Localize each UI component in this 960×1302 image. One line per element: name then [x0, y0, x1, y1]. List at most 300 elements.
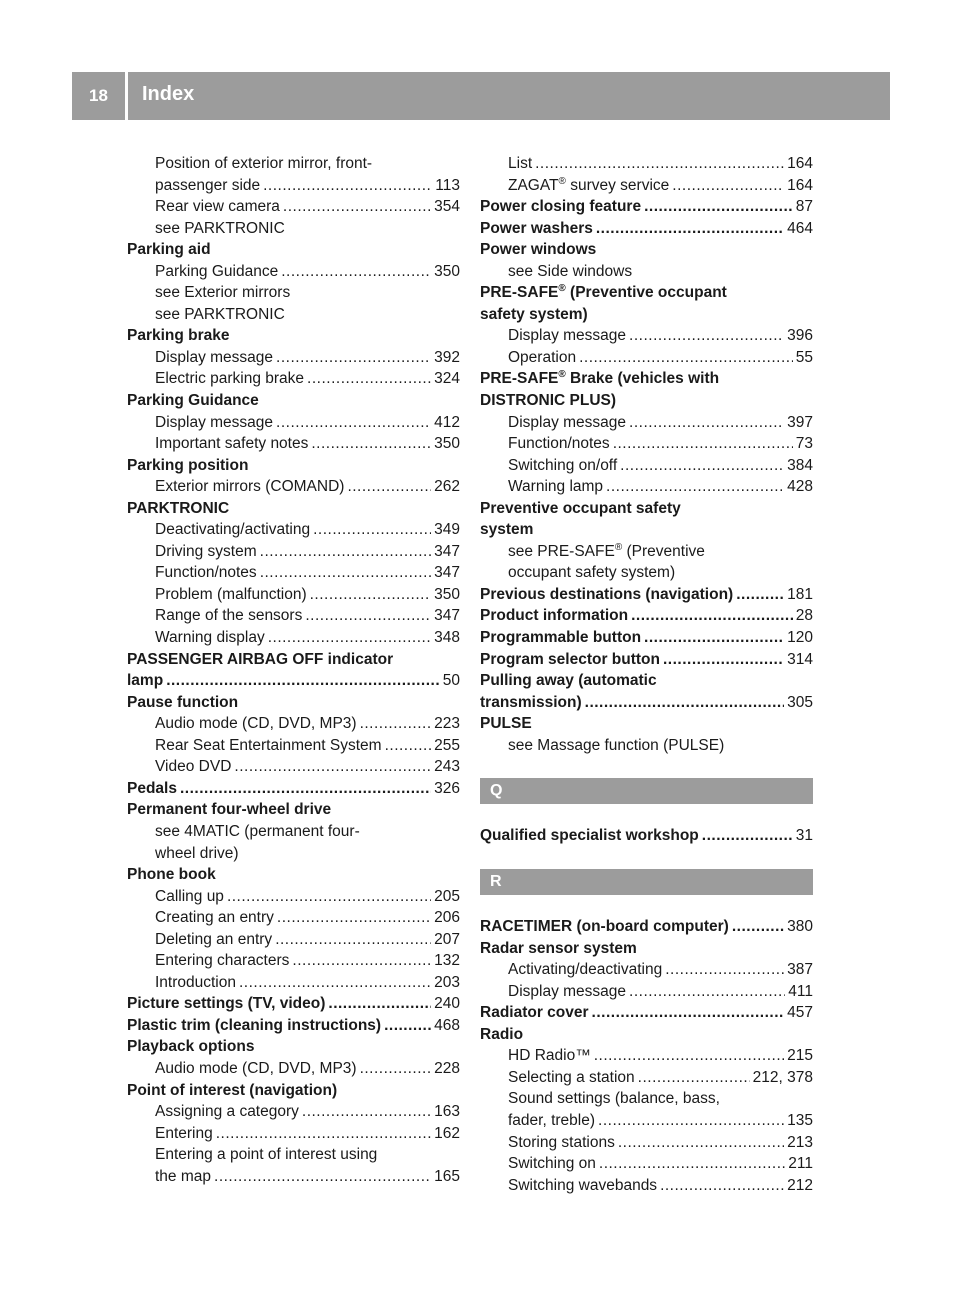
index-entry [127, 1058, 460, 1080]
entry-term [508, 981, 626, 1003]
dot-leader [311, 433, 431, 455]
entry-term [155, 196, 280, 218]
entry-term-text: Deactivating/activating [155, 521, 311, 539]
entry-term-text: transmission) [480, 693, 582, 711]
index-entry [127, 368, 460, 390]
entry-term-text: Switching wavebands [508, 1176, 658, 1194]
registered-mark: ® [558, 283, 566, 295]
entry-term-text: Display message [508, 327, 627, 345]
entry-term-text: Brake (vehicles with [565, 370, 720, 388]
dot-leader [302, 1101, 431, 1123]
entry-term [155, 562, 257, 584]
entry-term-text: Deleting an entry [155, 930, 273, 948]
entry-page: 73 [795, 435, 813, 453]
index-entry [127, 584, 460, 606]
entry-page: 240 [434, 995, 460, 1013]
entry-term-text: Program selector button [480, 650, 660, 668]
index-entry [480, 519, 813, 541]
dot-leader [268, 627, 431, 649]
entry-term [155, 261, 278, 283]
index-entry [127, 153, 460, 175]
entry-term [508, 412, 626, 434]
entry-page: 347 [434, 542, 460, 560]
dot-leader [535, 153, 784, 175]
dot-leader [313, 519, 431, 541]
entry-term [508, 455, 617, 477]
entry-page: 464 [787, 219, 813, 237]
dot-leader [638, 1067, 750, 1089]
dot-leader [328, 993, 431, 1015]
spacer [480, 804, 813, 826]
index-entry [480, 916, 813, 938]
index-entry [127, 1080, 460, 1102]
entry-term [508, 1088, 720, 1110]
entry-page: 55 [795, 348, 813, 366]
entry-page: 347 [434, 564, 460, 582]
index-entry [127, 649, 460, 671]
entry-term [508, 1132, 615, 1154]
index-entry [480, 938, 813, 960]
index-entry [127, 1036, 460, 1058]
entry-term [155, 756, 231, 778]
index-entry [127, 412, 460, 434]
entry-term [480, 670, 657, 692]
entry-page: 212 [787, 1176, 813, 1194]
page-title: Index [142, 83, 195, 105]
entry-term-text: Permanent four-wheel drive [127, 801, 332, 819]
entry-term [127, 670, 163, 692]
entry-term-text: PASSENGER AIRBAG OFF indicator [127, 650, 394, 668]
dot-leader [275, 929, 431, 951]
entry-term-text: Product information [480, 607, 629, 625]
entry-term [155, 972, 236, 994]
index-entry [480, 1132, 813, 1154]
dot-leader [702, 825, 793, 847]
entry-term-text: Parking Guidance [127, 392, 259, 410]
entry-page: 305 [787, 693, 813, 711]
entry-term-text: Warning lamp [508, 478, 604, 496]
entry-term [508, 1175, 657, 1197]
entry-term-text: Display message [155, 413, 274, 431]
entry-term-text: Pulling away (automatic [480, 672, 657, 690]
entry-term [480, 938, 637, 960]
entry-page: 468 [434, 1016, 460, 1034]
entry-page: 348 [434, 629, 460, 647]
entry-term [155, 713, 357, 735]
entry-page: 28 [795, 607, 813, 625]
entry-term [155, 1166, 211, 1188]
entry-term [155, 519, 310, 541]
dot-leader [166, 670, 440, 692]
index-entry [127, 519, 460, 541]
entry-term-text: (Preventive occupant [565, 284, 727, 302]
index-entry [480, 261, 813, 283]
index-entry [127, 735, 460, 757]
entry-term [480, 498, 681, 520]
dot-leader [234, 756, 431, 778]
entry-term [155, 412, 273, 434]
entry-page: 113 [435, 176, 460, 194]
index-entry [127, 347, 460, 369]
index-entry [480, 605, 813, 627]
index-entry [127, 886, 460, 908]
entry-term [127, 239, 211, 261]
index-entry [127, 1015, 460, 1037]
entry-page: 350 [434, 585, 460, 603]
entry-page: 412 [434, 413, 460, 431]
entry-term-text: Calling up [155, 887, 224, 905]
entry-term-text: Audio mode (CD, DVD, MP3) [155, 715, 357, 733]
entry-term [155, 347, 273, 369]
entry-term [127, 993, 325, 1015]
dot-leader [276, 412, 431, 434]
entry-term [480, 282, 727, 304]
entry-term-text: safety system) [480, 305, 588, 323]
entry-term [508, 175, 669, 197]
entry-term [480, 368, 719, 390]
entry-term-text: Preventive occupant safety [480, 499, 681, 517]
dot-leader [292, 950, 431, 972]
entry-term-text: Playback options [127, 1038, 255, 1056]
dot-leader [660, 1175, 784, 1197]
index-entry [480, 476, 813, 498]
entry-term-text: Warning display [155, 629, 265, 647]
entry-page: 350 [434, 435, 460, 453]
index-entry [480, 670, 813, 692]
entry-term-text: Radio [480, 1025, 524, 1043]
index-entry [127, 1123, 460, 1145]
index-entry [127, 972, 460, 994]
dot-leader [305, 605, 431, 627]
entry-page: 212, 378 [752, 1068, 813, 1086]
entry-term-text: Creating an entry [155, 909, 274, 927]
entry-page: 228 [434, 1059, 460, 1077]
dot-leader [384, 1015, 431, 1037]
entry-term-text: HD Radio™ [508, 1047, 591, 1065]
dot-leader [606, 476, 784, 498]
index-entry [127, 1144, 460, 1166]
entry-page: 387 [787, 961, 813, 979]
entry-page: 31 [795, 827, 813, 845]
registered-mark: ® [558, 175, 566, 187]
entry-term [508, 261, 632, 283]
index-entry [127, 390, 460, 412]
dot-leader [260, 541, 431, 563]
index-entry [127, 476, 460, 498]
index-entry [127, 950, 460, 972]
entry-term [508, 562, 675, 584]
entry-term [155, 368, 304, 390]
dot-leader [260, 562, 431, 584]
entry-term [480, 825, 699, 847]
index-entry [127, 1101, 460, 1123]
index-entry [480, 153, 813, 175]
dot-leader [310, 584, 432, 606]
entry-term [480, 627, 641, 649]
dot-leader [585, 692, 784, 714]
entry-term [480, 649, 660, 671]
index-entry [127, 239, 460, 261]
entry-page: 50 [442, 672, 460, 690]
entry-term-text: Electric parking brake [155, 370, 305, 388]
entry-page: 350 [434, 262, 460, 280]
entry-term-text: Programmable button [480, 629, 642, 647]
index-entry [127, 627, 460, 649]
entry-term [127, 649, 393, 671]
entry-term-text: Rear view camera [155, 198, 280, 216]
entry-term [155, 843, 239, 865]
entry-page: 324 [434, 370, 460, 388]
index-entry [127, 907, 460, 929]
entry-page: 428 [787, 478, 813, 496]
entry-term-text: see PARKTRONIC [155, 305, 285, 323]
entry-term-text: passenger side [155, 176, 261, 194]
entry-term-text: Introduction [155, 973, 236, 991]
entry-term-text: Video DVD [155, 758, 232, 776]
entry-term-text: Assigning a category [155, 1103, 299, 1121]
entry-term [155, 907, 274, 929]
index-entry [480, 1088, 813, 1110]
entry-term-text: Activating/deactivating [508, 961, 663, 979]
entry-term-text: wheel drive) [155, 844, 239, 862]
section-letter: R [480, 869, 813, 895]
dot-leader [629, 981, 785, 1003]
index-entry [480, 981, 813, 1003]
dot-leader [277, 907, 431, 929]
entry-term-text: Function/notes [155, 564, 257, 582]
entry-page: 384 [787, 456, 813, 474]
index-entry [480, 627, 813, 649]
entry-term [155, 1101, 299, 1123]
entry-term-text: Parking brake [127, 327, 230, 345]
entry-page: 163 [434, 1103, 460, 1121]
dot-leader [596, 218, 784, 240]
entry-term-text: (Preventive [622, 542, 705, 560]
index-entry [127, 498, 460, 520]
entry-term-text: PARKTRONIC [127, 499, 230, 517]
entry-page: 243 [434, 758, 460, 776]
index-column-left [127, 153, 460, 1187]
entry-page: 380 [787, 918, 813, 936]
entry-term [508, 541, 705, 563]
index-entry [480, 1110, 813, 1132]
entry-term [155, 175, 260, 197]
index-entry [480, 1045, 813, 1067]
entry-term [127, 1080, 337, 1102]
index-entry [127, 261, 460, 283]
entry-page: 411 [788, 982, 813, 1000]
entry-term-text: Driving system [155, 542, 257, 560]
entry-term-text: Rear Seat Entertainment System [155, 736, 382, 754]
index-entry [127, 282, 460, 304]
entry-term-text: ZAGAT [508, 176, 559, 194]
entry-term [480, 692, 582, 714]
entry-page: 354 [434, 198, 460, 216]
index-entry [127, 562, 460, 584]
entry-term [127, 1036, 254, 1058]
entry-term-text: PULSE [480, 715, 532, 733]
entry-page: 135 [787, 1111, 813, 1129]
entry-term-text: Entering a point of interest using [155, 1146, 378, 1164]
entry-term [480, 218, 593, 240]
entry-term [155, 153, 372, 175]
entry-page: 207 [434, 930, 460, 948]
entry-term [480, 1024, 523, 1046]
entry-page: 392 [434, 348, 460, 366]
entry-term-text: Previous destinations (navigation) [480, 585, 734, 603]
index-entry [480, 959, 813, 981]
index-entry [127, 843, 460, 865]
entry-term [155, 218, 285, 240]
entry-term [155, 282, 290, 304]
entry-term-text: fader, treble) [508, 1111, 596, 1129]
entry-page: 132 [434, 952, 460, 970]
entry-term [127, 498, 229, 520]
spacer [480, 847, 813, 869]
entry-page: 349 [434, 521, 460, 539]
entry-term-text: Power washers [480, 219, 593, 237]
entry-term-text: Pause function [127, 693, 239, 711]
entry-term-text: Important safety notes [155, 435, 309, 453]
dot-leader [592, 1002, 785, 1024]
entry-term [508, 1045, 591, 1067]
entry-term-text: see Exterior mirrors [155, 284, 291, 302]
entry-page: 164 [787, 155, 813, 172]
entry-page: 397 [787, 413, 813, 431]
index-entry [480, 304, 813, 326]
index-entry [480, 562, 813, 584]
entry-term-text: Parking aid [127, 241, 211, 259]
entry-term-text: Pedals [127, 779, 177, 797]
entry-term [155, 433, 308, 455]
entry-page: 181 [787, 585, 813, 603]
dot-leader [665, 959, 784, 981]
entry-term-text: Picture settings (TV, video) [127, 995, 326, 1013]
entry-term-text: Qualified specialist workshop [480, 827, 699, 845]
entry-term [155, 1058, 357, 1080]
entry-term-text: Operation [508, 348, 577, 366]
dot-leader [644, 627, 784, 649]
header-divider [125, 72, 128, 120]
dot-leader [385, 735, 432, 757]
index-entry [480, 498, 813, 520]
registered-mark: ® [558, 369, 566, 381]
entry-term [155, 476, 344, 498]
dot-leader [736, 584, 784, 606]
entry-term-text: see Side windows [508, 262, 633, 280]
entry-term-text: Power closing feature [480, 198, 642, 216]
entry-term-text: Phone book [127, 866, 216, 884]
entry-term [480, 1002, 589, 1024]
entry-term-text: lamp [127, 672, 164, 690]
entry-term [155, 950, 289, 972]
entry-term [480, 605, 628, 627]
index-entry [480, 347, 813, 369]
dot-leader [672, 175, 784, 197]
index-entry [480, 1067, 813, 1089]
entry-page: 213 [787, 1133, 813, 1151]
entry-term [155, 886, 224, 908]
entry-page: 457 [787, 1004, 813, 1022]
entry-term [508, 1110, 595, 1132]
entry-term [508, 959, 662, 981]
index-entry [480, 239, 813, 261]
entry-term [480, 304, 588, 326]
entry-term-text: Radar sensor system [480, 939, 637, 957]
page-number: 18 [89, 86, 108, 105]
index-entry [480, 218, 813, 240]
entry-term-text: DISTRONIC PLUS) [480, 392, 617, 410]
dot-leader [618, 1132, 784, 1154]
index-column-right [480, 153, 813, 1196]
entry-term-text: Audio mode (CD, DVD, MP3) [155, 1059, 357, 1077]
entry-term [155, 304, 285, 326]
entry-term [508, 325, 626, 347]
index-entry [480, 390, 813, 412]
index-entry [127, 196, 460, 218]
index-entry [480, 175, 813, 197]
index-entry [480, 433, 813, 455]
entry-page: 120 [787, 629, 813, 647]
entry-page: 203 [434, 973, 460, 991]
index-entry [127, 799, 460, 821]
dot-leader [263, 175, 432, 197]
entry-term [480, 519, 533, 541]
section-letter: Q [480, 778, 813, 804]
entry-term [155, 929, 272, 951]
entry-term-text: Switching on [508, 1155, 596, 1173]
entry-term [127, 455, 248, 477]
entry-page: 255 [434, 736, 460, 754]
dot-leader [594, 1045, 784, 1067]
entry-term [508, 1153, 596, 1175]
index-entry [127, 692, 460, 714]
dot-leader [216, 1123, 431, 1145]
dot-leader [631, 605, 793, 627]
entry-term-text: Radiator cover [480, 1004, 589, 1022]
entry-term-text: Parking position [127, 456, 249, 474]
entry-term-text: Entering [155, 1124, 213, 1142]
index-entry [127, 304, 460, 326]
index-entry [127, 864, 460, 886]
dot-leader [732, 916, 784, 938]
dot-leader [613, 433, 793, 455]
dot-leader [283, 196, 431, 218]
entry-term [127, 390, 259, 412]
entry-page: 262 [434, 478, 460, 496]
index-entry [127, 325, 460, 347]
entry-term-text: see PRE-SAFE [508, 542, 615, 560]
index-entry [480, 692, 813, 714]
entry-term-text: Plastic trim (cleaning instructions) [127, 1016, 382, 1034]
entry-term [155, 1144, 377, 1166]
entry-term [508, 735, 724, 757]
dot-leader [598, 1110, 784, 1132]
entry-term-text: Range of the sensors [155, 607, 303, 625]
dot-leader [214, 1166, 431, 1188]
entry-term [155, 541, 257, 563]
entry-term-text: the map [155, 1167, 212, 1185]
entry-term [508, 433, 610, 455]
index-entry [127, 993, 460, 1015]
entry-page: 211 [788, 1155, 813, 1173]
dot-leader [307, 368, 431, 390]
registered-mark: ® [614, 541, 623, 553]
entry-term-text: Switching on/off [508, 456, 618, 474]
dot-leader [620, 455, 784, 477]
dot-leader [239, 972, 431, 994]
index-entry [480, 825, 813, 847]
